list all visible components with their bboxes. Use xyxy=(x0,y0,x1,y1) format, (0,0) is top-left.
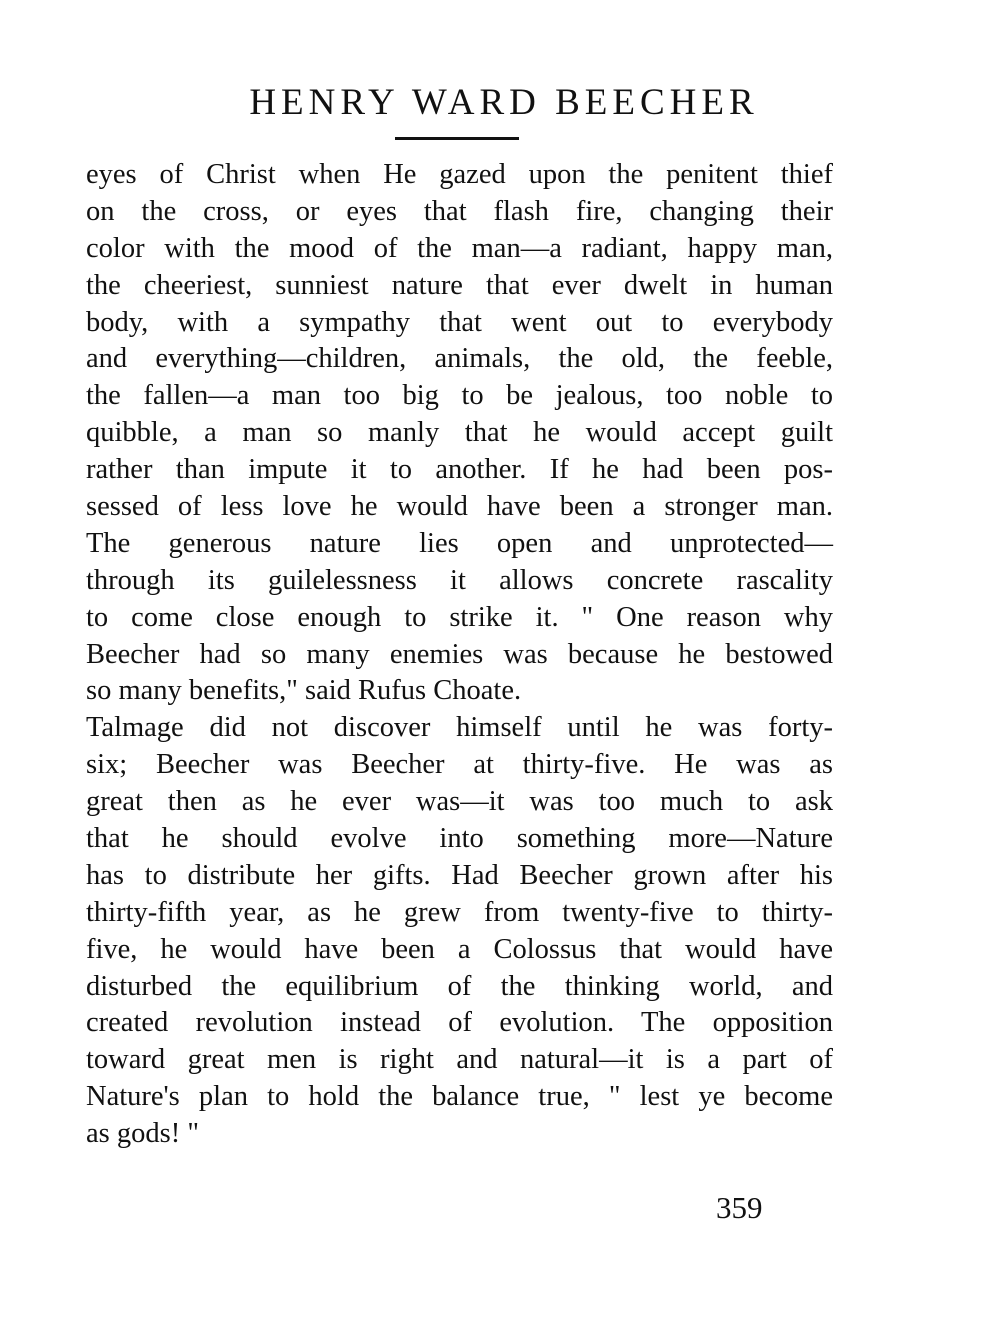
text-line: so many benefits," said Rufus Choate. xyxy=(86,675,522,707)
text-line: the fallen—a man too big to be jealous, too noble to xyxy=(86,380,833,412)
text-line: created revolution instead of evolution. The opposition xyxy=(86,1007,833,1039)
text-line: body, with a sympathy that went out to everybody xyxy=(86,306,833,338)
text-line: as gods! " xyxy=(86,1118,199,1150)
text-line: and everything—children, animals, the old, the feeble, xyxy=(86,343,833,375)
text-line: Nature's plan to hold the balance true, " lest ye become xyxy=(86,1081,833,1113)
text-line: eyes of Christ when He gazed upon the penitent thief xyxy=(86,159,833,190)
text-line: thirty-fifth year, as he grew from twenty-five to thirty- xyxy=(86,896,833,928)
paragraph-1 xyxy=(86,157,833,710)
text-line: Beecher had so many enemies was because he bestowed xyxy=(86,638,833,670)
text-line: to come close enough to strike it. " One reason why xyxy=(86,601,833,633)
text-line: through its guilelessness it allows concrete rascality xyxy=(86,564,833,596)
paragraph-2 xyxy=(86,710,833,1153)
page-number: 359 xyxy=(716,1190,763,1225)
text-line: toward great men is right and natural—it is a part of xyxy=(86,1044,833,1076)
text-line: on the cross, or eyes that flash fire, changing their xyxy=(86,195,833,227)
text-line: five, he would have been a Colossus that would have xyxy=(86,933,833,965)
body-text xyxy=(86,157,833,1153)
text-line: rather than impute it to another. If he had been pos- xyxy=(86,454,833,486)
text-line: sessed of less love he would have been a stronger man. xyxy=(86,491,833,523)
header-rule-divider xyxy=(395,137,519,140)
text-line: that he should evolve into something more—Nature xyxy=(86,823,833,855)
text-line: has to distribute her gifts. Had Beecher grown after his xyxy=(86,859,833,891)
text-line: great then as he ever was—it was too much to ask xyxy=(86,786,833,818)
running-head-title: HENRY WARD BEECHER xyxy=(249,82,759,123)
text-line: quibble, a man so manly that he would accept guilt xyxy=(86,417,833,449)
text-line: the cheeriest, sunniest nature that ever dwelt in human xyxy=(86,269,833,301)
text-line: disturbed the equilibrium of the thinking world, and xyxy=(86,970,833,1002)
text-line: six; Beecher was Beecher at thirty-five. He was as xyxy=(86,749,833,781)
text-line: Talmage did not discover himself until he was forty- xyxy=(86,712,833,744)
text-line: color with the mood of the man—a radiant, happy man, xyxy=(86,232,833,264)
text-line: The generous nature lies open and unprotected— xyxy=(86,527,833,559)
